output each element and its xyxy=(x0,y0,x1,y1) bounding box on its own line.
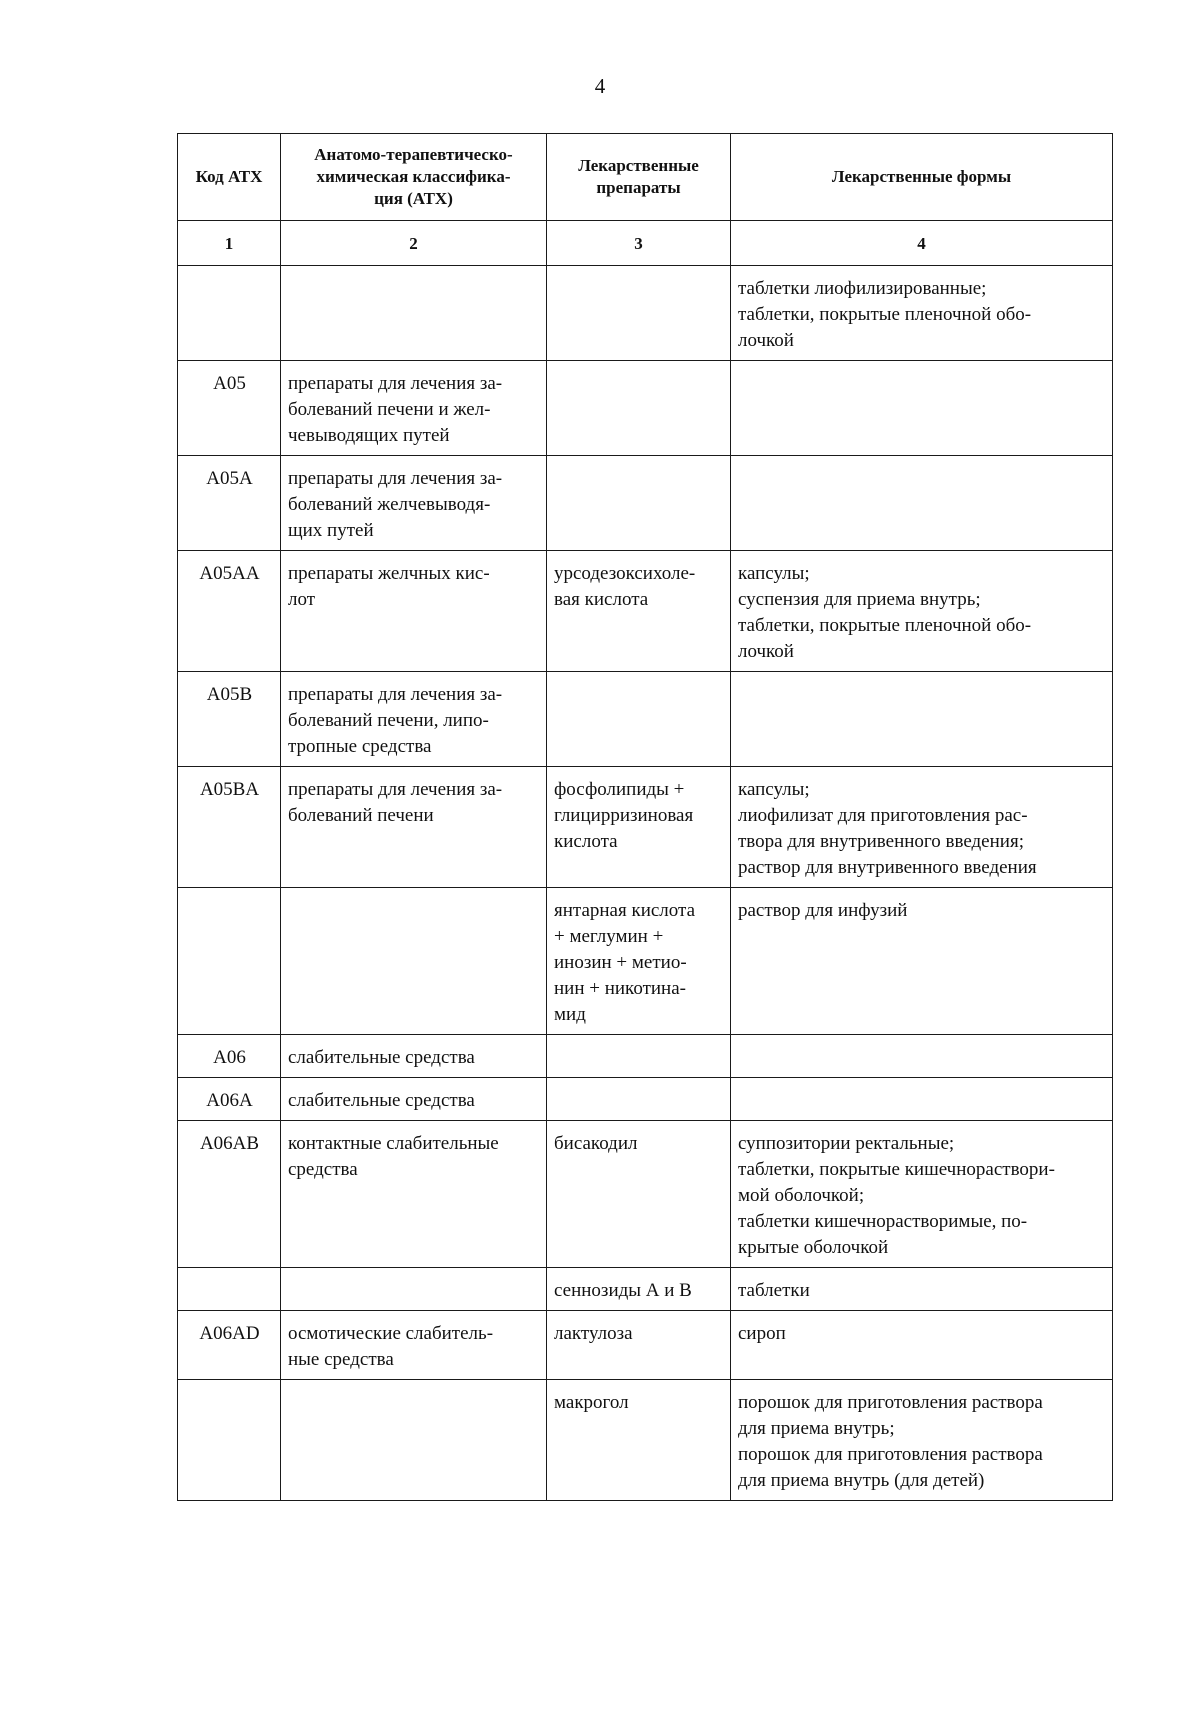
cell-text-line: суппозитории ректальные; xyxy=(738,1133,955,1154)
cell-text-line: кислота xyxy=(554,831,618,852)
classification-cell xyxy=(281,1380,547,1501)
cell-text-line: таблетки кишечнорастворимые, по- xyxy=(738,1211,1028,1232)
cell-text-line: порошок для приготовления раствора xyxy=(738,1444,1043,1465)
atx-code-cell: A06 xyxy=(178,1035,281,1078)
dosage-form-cell xyxy=(731,1121,1113,1268)
cell-text-line: капсулы; xyxy=(738,779,810,800)
drug-name-cell xyxy=(547,1078,731,1121)
atx-code-cell: A05 xyxy=(178,361,281,456)
cell-text-line: лактулоза xyxy=(554,1323,633,1344)
classification-cell xyxy=(281,888,547,1035)
drug-name-cell xyxy=(547,266,731,361)
cell-text-line: таблетки xyxy=(738,1280,810,1301)
cell-text-line: фосфолипиды + xyxy=(554,779,685,800)
cell-text-line: болеваний печени, липо- xyxy=(288,710,489,731)
dosage-form-cell xyxy=(731,551,1113,672)
cell-text-line: таблетки, покрытые пленочной обо- xyxy=(738,304,1032,325)
drug-name-cell xyxy=(547,767,731,888)
column-number: 4 xyxy=(731,221,1113,266)
cell-text-line: слабительные средства xyxy=(288,1090,475,1111)
cell-text-line: для приема внутрь (для детей) xyxy=(738,1470,985,1491)
cell-text-line: мид xyxy=(554,1004,586,1025)
dosage-form-cell xyxy=(731,266,1113,361)
cell-text-line: макрогол xyxy=(554,1392,629,1413)
dosage-form-cell xyxy=(731,672,1113,767)
drug-name-cell xyxy=(547,1380,731,1501)
classification-cell xyxy=(281,1268,547,1311)
cell-text-line: крытые оболочкой xyxy=(738,1237,889,1258)
classification-cell xyxy=(281,1121,547,1268)
atx-code-cell xyxy=(178,1380,281,1501)
classification-cell xyxy=(281,1311,547,1380)
column-number: 3 xyxy=(547,221,731,266)
table-row xyxy=(178,767,1113,888)
table-row xyxy=(178,1268,1113,1311)
cell-text-line: средства xyxy=(288,1159,358,1180)
cell-text-line: таблетки, покрытые кишечнораствори- xyxy=(738,1159,1055,1180)
header-atx-code xyxy=(178,134,281,221)
cell-text-line: чевыводящих путей xyxy=(288,425,450,446)
cell-text-line: болеваний желчевыводя- xyxy=(288,494,491,515)
table-row xyxy=(178,1380,1113,1501)
cell-text-line: осмотические слабитель- xyxy=(288,1323,494,1344)
atx-drug-table xyxy=(177,133,1113,1501)
cell-text-line: суспензия для приема внутрь; xyxy=(738,589,981,610)
drug-name-cell xyxy=(547,672,731,767)
dosage-form-cell xyxy=(731,1078,1113,1121)
dosage-form-cell xyxy=(731,1380,1113,1501)
cell-text-line: препараты желчных кис- xyxy=(288,563,490,584)
table-row xyxy=(178,1078,1113,1121)
cell-text-line: ные средства xyxy=(288,1349,394,1370)
table-row xyxy=(178,266,1113,361)
cell-text-line: щих путей xyxy=(288,520,374,541)
cell-text-line: слабительные средства xyxy=(288,1047,475,1068)
dosage-form-cell xyxy=(731,361,1113,456)
cell-text-line: порошок для приготовления раствора xyxy=(738,1392,1043,1413)
dosage-form-cell xyxy=(731,1268,1113,1311)
cell-text-line: капсулы; xyxy=(738,563,810,584)
header-line: Лекарственные xyxy=(578,156,699,175)
drug-name-cell xyxy=(547,1268,731,1311)
atx-code-cell: A05BA xyxy=(178,767,281,888)
atx-code-cell: A06A xyxy=(178,1078,281,1121)
dosage-form-cell xyxy=(731,456,1113,551)
header-line: Лекарственные формы xyxy=(831,167,1012,186)
drug-name-cell xyxy=(547,1311,731,1380)
classification-cell xyxy=(281,1078,547,1121)
atx-code-cell xyxy=(178,888,281,1035)
header-line: ция (АТХ) xyxy=(374,189,453,208)
cell-text-line: таблетки лиофилизированные; xyxy=(738,278,987,299)
table-row xyxy=(178,456,1113,551)
table-header-row xyxy=(178,134,1113,221)
cell-text-line: инозин + метио- xyxy=(554,952,687,973)
cell-text-line: мой оболочкой; xyxy=(738,1185,865,1206)
atx-code-cell xyxy=(178,266,281,361)
drug-name-cell xyxy=(547,1121,731,1268)
cell-text-line: лочкой xyxy=(738,641,794,662)
header-dosage-forms xyxy=(731,134,1113,221)
cell-text-line: + меглумин + xyxy=(554,926,664,947)
classification-cell xyxy=(281,767,547,888)
dosage-form-cell xyxy=(731,888,1113,1035)
column-number: 2 xyxy=(281,221,547,266)
header-line: химическая классифика- xyxy=(316,167,511,186)
cell-text-line: лиофилизат для приготовления рас- xyxy=(738,805,1028,826)
atx-code-cell: A05A xyxy=(178,456,281,551)
header-line: препараты xyxy=(596,178,681,197)
cell-text-line: препараты для лечения за- xyxy=(288,779,503,800)
cell-text-line: препараты для лечения за- xyxy=(288,468,503,489)
cell-text-line: раствор для внутривенного введения xyxy=(738,857,1037,878)
cell-text-line: болеваний печени и жел- xyxy=(288,399,491,420)
cell-text-line: глицирризиновая xyxy=(554,805,694,826)
atx-code-cell xyxy=(178,1268,281,1311)
dosage-form-cell xyxy=(731,1035,1113,1078)
drug-name-cell xyxy=(547,361,731,456)
atx-code-cell: A06AD xyxy=(178,1311,281,1380)
cell-text-line: урсодезоксихоле- xyxy=(554,563,696,584)
classification-cell xyxy=(281,672,547,767)
classification-cell xyxy=(281,266,547,361)
atx-code-cell: A05AA xyxy=(178,551,281,672)
classification-cell xyxy=(281,456,547,551)
table-body xyxy=(178,266,1113,1501)
page-number: 4 xyxy=(594,74,606,98)
drug-name-cell xyxy=(547,551,731,672)
cell-text-line: тропные средства xyxy=(288,736,432,757)
drug-name-cell xyxy=(547,456,731,551)
dosage-form-cell xyxy=(731,1311,1113,1380)
cell-text-line: янтарная кислота xyxy=(554,900,695,921)
cell-text-line: лочкой xyxy=(738,330,794,351)
header-line: Анатомо-терапевтическо- xyxy=(314,145,513,164)
cell-text-line: твора для внутривенного введения; xyxy=(738,831,1024,852)
cell-text-line: вая кислота xyxy=(554,589,649,610)
cell-text-line: таблетки, покрытые пленочной обо- xyxy=(738,615,1032,636)
cell-text-line: раствор для инфузий xyxy=(738,900,908,921)
cell-text-line: препараты для лечения за- xyxy=(288,684,503,705)
table-row xyxy=(178,672,1113,767)
column-number: 1 xyxy=(178,221,281,266)
cell-text-line: болеваний печени xyxy=(288,805,434,826)
table-row xyxy=(178,1311,1113,1380)
atx-code-cell: A05B xyxy=(178,672,281,767)
cell-text-line: препараты для лечения за- xyxy=(288,373,503,394)
table-row xyxy=(178,1035,1113,1078)
cell-text-line: для приема внутрь; xyxy=(738,1418,895,1439)
table-row xyxy=(178,551,1113,672)
column-number-row xyxy=(178,221,1113,266)
table-row xyxy=(178,361,1113,456)
header-drugs xyxy=(547,134,731,221)
cell-text-line: бисакодил xyxy=(554,1133,638,1154)
table-row xyxy=(178,888,1113,1035)
cell-text-line: сироп xyxy=(738,1323,786,1344)
drug-name-cell xyxy=(547,1035,731,1078)
classification-cell xyxy=(281,361,547,456)
cell-text-line: лот xyxy=(288,589,316,610)
classification-cell xyxy=(281,551,547,672)
cell-text-line: нин + никотина- xyxy=(554,978,686,999)
cell-text-line: сеннозиды А и В xyxy=(554,1280,692,1301)
header-atx-classification xyxy=(281,134,547,221)
classification-cell xyxy=(281,1035,547,1078)
table-row xyxy=(178,1121,1113,1268)
dosage-form-cell xyxy=(731,767,1113,888)
drug-name-cell xyxy=(547,888,731,1035)
header-line: Код АТХ xyxy=(195,167,263,186)
atx-code-cell: A06AB xyxy=(178,1121,281,1268)
cell-text-line: контактные слабительные xyxy=(288,1133,499,1154)
